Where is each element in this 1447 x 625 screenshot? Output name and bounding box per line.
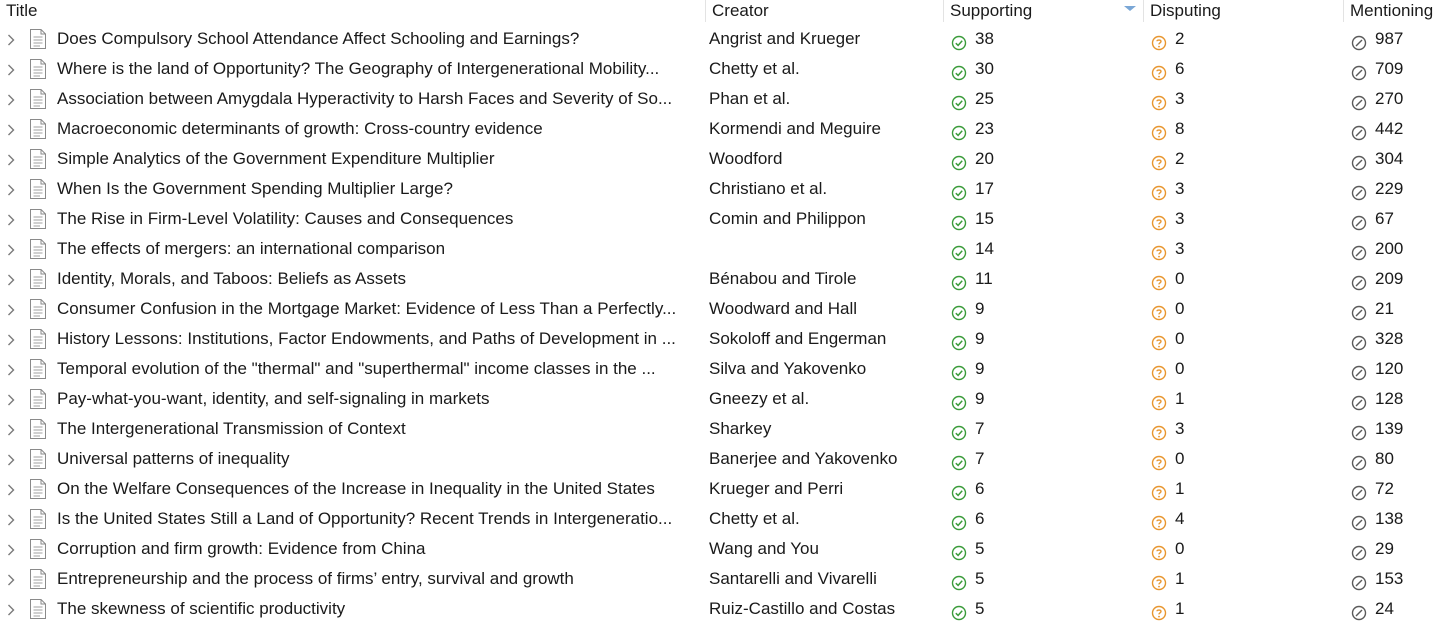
supporting-count: 9 bbox=[975, 329, 985, 348]
disputing-question-icon bbox=[1151, 571, 1167, 587]
supporting-cell bbox=[951, 414, 1141, 444]
supporting-count: 23 bbox=[975, 119, 994, 138]
mentioning-cell bbox=[1351, 384, 1447, 414]
row-creator: Banerjee and Yakovenko bbox=[709, 449, 898, 468]
document-icon bbox=[29, 118, 47, 140]
table-row[interactable] bbox=[0, 174, 1447, 204]
table-row[interactable] bbox=[0, 474, 1447, 504]
disputing-cell bbox=[1151, 54, 1341, 84]
column-header-title[interactable]: Title bbox=[6, 1, 38, 20]
expand-chevron-icon[interactable] bbox=[7, 183, 15, 195]
sort-descending-icon bbox=[1124, 6, 1136, 11]
disputing-question-icon bbox=[1151, 91, 1167, 107]
expand-chevron-icon[interactable] bbox=[7, 453, 15, 465]
disputing-cell bbox=[1151, 24, 1341, 54]
disputing-question-icon bbox=[1151, 31, 1167, 47]
table-row[interactable] bbox=[0, 144, 1447, 174]
supporting-count: 5 bbox=[975, 539, 985, 558]
table-row[interactable] bbox=[0, 504, 1447, 534]
expand-chevron-icon[interactable] bbox=[7, 423, 15, 435]
table-body bbox=[0, 24, 1447, 624]
disputing-cell bbox=[1151, 324, 1341, 354]
disputing-question-icon bbox=[1151, 181, 1167, 197]
supporting-count: 11 bbox=[975, 269, 993, 288]
document-icon bbox=[29, 418, 47, 440]
row-title: Consumer Confusion in the Mortgage Market: Evidence of Less Than a Perfectly... bbox=[57, 299, 677, 318]
mentioning-slash-icon bbox=[1351, 361, 1367, 377]
column-header-mentioning[interactable]: Mentioning bbox=[1350, 1, 1434, 20]
row-title: The effects of mergers: an international comparison bbox=[57, 239, 446, 258]
mentioning-count: 128 bbox=[1375, 389, 1404, 408]
table-row[interactable] bbox=[0, 54, 1447, 84]
supporting-check-icon bbox=[951, 541, 967, 557]
mentioning-count: 709 bbox=[1375, 59, 1404, 78]
supporting-check-icon bbox=[951, 331, 967, 347]
row-title: Simple Analytics of the Government Expenditure Multiplier bbox=[57, 149, 495, 168]
supporting-check-icon bbox=[951, 121, 967, 137]
disputing-cell bbox=[1151, 564, 1341, 594]
disputing-count: 3 bbox=[1175, 209, 1185, 228]
document-icon bbox=[29, 598, 47, 620]
table-row[interactable] bbox=[0, 594, 1447, 624]
expand-chevron-icon[interactable] bbox=[7, 63, 15, 75]
supporting-cell bbox=[951, 324, 1141, 354]
document-icon bbox=[29, 298, 47, 320]
supporting-check-icon bbox=[951, 511, 967, 527]
mentioning-count: 138 bbox=[1375, 509, 1404, 528]
table-row[interactable] bbox=[0, 354, 1447, 384]
expand-chevron-icon[interactable] bbox=[7, 333, 15, 345]
disputing-question-icon bbox=[1151, 601, 1167, 617]
row-title: The skewness of scientific productivity bbox=[57, 599, 346, 618]
mentioning-slash-icon bbox=[1351, 481, 1367, 497]
expand-chevron-icon[interactable] bbox=[7, 603, 15, 615]
row-title: Entrepreneurship and the process of firms’ entry, survival and growth bbox=[57, 569, 574, 588]
row-title: Does Compulsory School Attendance Affect Schooling and Earnings? bbox=[57, 29, 580, 48]
mentioning-slash-icon bbox=[1351, 241, 1367, 257]
supporting-cell bbox=[951, 54, 1141, 84]
supporting-count: 9 bbox=[975, 299, 985, 318]
column-divider[interactable] bbox=[943, 0, 944, 22]
table-row[interactable] bbox=[0, 114, 1447, 144]
row-creator: Santarelli and Vivarelli bbox=[709, 569, 877, 588]
disputing-count: 0 bbox=[1175, 329, 1185, 348]
mentioning-slash-icon bbox=[1351, 181, 1367, 197]
column-header-disputing[interactable]: Disputing bbox=[1150, 1, 1221, 20]
supporting-check-icon bbox=[951, 91, 967, 107]
mentioning-slash-icon bbox=[1351, 421, 1367, 437]
disputing-count: 1 bbox=[1175, 389, 1185, 408]
supporting-check-icon bbox=[951, 61, 967, 77]
mentioning-cell bbox=[1351, 24, 1447, 54]
mentioning-count: 209 bbox=[1375, 269, 1404, 288]
mentioning-slash-icon bbox=[1351, 211, 1367, 227]
disputing-count: 2 bbox=[1175, 29, 1185, 48]
document-icon bbox=[29, 388, 47, 410]
disputing-question-icon bbox=[1151, 361, 1167, 377]
disputing-cell bbox=[1151, 504, 1341, 534]
table-row[interactable] bbox=[0, 534, 1447, 564]
expand-chevron-icon[interactable] bbox=[7, 483, 15, 495]
supporting-count: 20 bbox=[975, 149, 994, 168]
disputing-cell bbox=[1151, 354, 1341, 384]
disputing-question-icon bbox=[1151, 211, 1167, 227]
table-row[interactable] bbox=[0, 444, 1447, 474]
document-icon bbox=[29, 448, 47, 470]
row-creator: Christiano et al. bbox=[709, 179, 828, 198]
mentioning-count: 80 bbox=[1375, 449, 1394, 468]
mentioning-cell bbox=[1351, 294, 1447, 324]
row-creator: Comin and Philippon bbox=[709, 209, 866, 228]
mentioning-slash-icon bbox=[1351, 91, 1367, 107]
row-title: Where is the land of Opportunity? The Geography of Intergenerational Mobility... bbox=[57, 59, 660, 78]
row-title: History Lessons: Institutions, Factor Endowments, and Paths of Development in ... bbox=[57, 329, 676, 348]
disputing-question-icon bbox=[1151, 151, 1167, 167]
column-divider[interactable] bbox=[1343, 0, 1344, 22]
supporting-count: 30 bbox=[975, 59, 994, 78]
disputing-question-icon bbox=[1151, 331, 1167, 347]
disputing-question-icon bbox=[1151, 271, 1167, 287]
disputing-question-icon bbox=[1151, 511, 1167, 527]
disputing-cell bbox=[1151, 204, 1341, 234]
mentioning-slash-icon bbox=[1351, 541, 1367, 557]
mentioning-count: 29 bbox=[1375, 539, 1394, 558]
mentioning-cell bbox=[1351, 204, 1447, 234]
disputing-count: 3 bbox=[1175, 179, 1185, 198]
supporting-count: 25 bbox=[975, 89, 994, 108]
supporting-count: 15 bbox=[975, 209, 994, 228]
mentioning-slash-icon bbox=[1351, 391, 1367, 407]
document-icon bbox=[29, 58, 47, 80]
row-creator: Bénabou and Tirole bbox=[709, 269, 857, 288]
disputing-cell bbox=[1151, 474, 1341, 504]
mentioning-cell bbox=[1351, 54, 1447, 84]
document-icon bbox=[29, 208, 47, 230]
disputing-count: 0 bbox=[1175, 299, 1185, 318]
document-icon bbox=[29, 328, 47, 350]
table-row[interactable] bbox=[0, 84, 1447, 114]
mentioning-count: 328 bbox=[1375, 329, 1404, 348]
supporting-check-icon bbox=[951, 601, 967, 617]
document-icon bbox=[29, 178, 47, 200]
expand-chevron-icon[interactable] bbox=[7, 93, 15, 105]
disputing-count: 2 bbox=[1175, 149, 1185, 168]
mentioning-count: 67 bbox=[1375, 209, 1394, 228]
supporting-cell bbox=[951, 594, 1141, 624]
row-title: Pay-what-you-want, identity, and self-signaling in markets bbox=[57, 389, 490, 408]
row-creator: Gneezy et al. bbox=[709, 389, 810, 408]
supporting-cell bbox=[951, 204, 1141, 234]
mentioning-slash-icon bbox=[1351, 61, 1367, 77]
column-divider[interactable] bbox=[705, 0, 706, 22]
mentioning-cell bbox=[1351, 444, 1447, 474]
mentioning-cell bbox=[1351, 114, 1447, 144]
disputing-count: 3 bbox=[1175, 89, 1185, 108]
mentioning-slash-icon bbox=[1351, 451, 1367, 467]
row-title: Identity, Morals, and Taboos: Beliefs as Assets bbox=[57, 269, 406, 288]
table-header bbox=[0, 0, 1447, 22]
supporting-count: 7 bbox=[975, 419, 985, 438]
row-title: When Is the Government Spending Multiplier Large? bbox=[57, 179, 453, 198]
disputing-cell bbox=[1151, 174, 1341, 204]
disputing-count: 8 bbox=[1175, 119, 1185, 138]
disputing-cell bbox=[1151, 84, 1341, 114]
table-row[interactable] bbox=[0, 204, 1447, 234]
supporting-check-icon bbox=[951, 241, 967, 257]
column-divider[interactable] bbox=[1143, 0, 1144, 22]
row-creator: Silva and Yakovenko bbox=[709, 359, 867, 378]
disputing-question-icon bbox=[1151, 481, 1167, 497]
supporting-count: 9 bbox=[975, 359, 985, 378]
row-creator: Angrist and Krueger bbox=[709, 29, 861, 48]
mentioning-count: 987 bbox=[1375, 29, 1404, 48]
expand-chevron-icon[interactable] bbox=[7, 513, 15, 525]
disputing-count: 1 bbox=[1175, 479, 1185, 498]
row-creator: Kormendi and Meguire bbox=[709, 119, 881, 138]
mentioning-slash-icon bbox=[1351, 571, 1367, 587]
supporting-check-icon bbox=[951, 391, 967, 407]
mentioning-slash-icon bbox=[1351, 31, 1367, 47]
mentioning-count: 200 bbox=[1375, 239, 1404, 258]
disputing-question-icon bbox=[1151, 61, 1167, 77]
supporting-cell bbox=[951, 384, 1141, 414]
row-title: The Rise in Firm-Level Volatility: Causes and Consequences bbox=[57, 209, 514, 228]
mentioning-slash-icon bbox=[1351, 601, 1367, 617]
table-row[interactable] bbox=[0, 234, 1447, 264]
supporting-cell bbox=[951, 444, 1141, 474]
mentioning-count: 442 bbox=[1375, 119, 1404, 138]
table-row[interactable] bbox=[0, 294, 1447, 324]
mentioning-cell bbox=[1351, 594, 1447, 624]
table-row[interactable] bbox=[0, 564, 1447, 594]
disputing-cell bbox=[1151, 414, 1341, 444]
disputing-count: 4 bbox=[1175, 509, 1185, 528]
disputing-question-icon bbox=[1151, 391, 1167, 407]
document-icon bbox=[29, 148, 47, 170]
row-creator: Sharkey bbox=[709, 419, 772, 438]
mentioning-count: 270 bbox=[1375, 89, 1404, 108]
row-creator: Chetty et al. bbox=[709, 509, 800, 528]
row-title: Corruption and firm growth: Evidence from China bbox=[57, 539, 426, 558]
expand-chevron-icon[interactable] bbox=[7, 303, 15, 315]
row-creator: Woodford bbox=[709, 149, 783, 168]
mentioning-count: 153 bbox=[1375, 569, 1404, 588]
row-creator: Woodward and Hall bbox=[709, 299, 858, 318]
supporting-cell bbox=[951, 564, 1141, 594]
disputing-count: 3 bbox=[1175, 419, 1185, 438]
supporting-check-icon bbox=[951, 421, 967, 437]
supporting-check-icon bbox=[951, 151, 967, 167]
mentioning-cell bbox=[1351, 324, 1447, 354]
expand-chevron-icon[interactable] bbox=[7, 153, 15, 165]
disputing-cell bbox=[1151, 144, 1341, 174]
table-row[interactable] bbox=[0, 384, 1447, 414]
supporting-check-icon bbox=[951, 301, 967, 317]
disputing-cell bbox=[1151, 114, 1341, 144]
mentioning-cell bbox=[1351, 534, 1447, 564]
disputing-cell bbox=[1151, 534, 1341, 564]
document-icon bbox=[29, 238, 47, 260]
row-creator bbox=[709, 234, 941, 264]
disputing-question-icon bbox=[1151, 241, 1167, 257]
row-title: Is the United States Still a Land of Opportunity? Recent Trends in Intergeneratio... bbox=[57, 509, 673, 528]
column-header-supporting[interactable]: Supporting bbox=[950, 1, 1033, 20]
mentioning-cell bbox=[1351, 564, 1447, 594]
mentioning-cell bbox=[1351, 474, 1447, 504]
disputing-cell bbox=[1151, 384, 1341, 414]
supporting-cell bbox=[951, 24, 1141, 54]
supporting-count: 6 bbox=[975, 509, 985, 528]
column-header-creator[interactable]: Creator bbox=[712, 1, 769, 20]
row-creator: Chetty et al. bbox=[709, 59, 800, 78]
row-title: Association between Amygdala Hyperactivity to Harsh Faces and Severity of So... bbox=[57, 89, 673, 108]
supporting-check-icon bbox=[951, 211, 967, 227]
row-title: Temporal evolution of the "thermal" and "superthermal" income classes in the ... bbox=[57, 359, 656, 378]
expand-chevron-icon[interactable] bbox=[7, 33, 15, 45]
supporting-check-icon bbox=[951, 571, 967, 587]
disputing-count: 0 bbox=[1175, 359, 1185, 378]
supporting-check-icon bbox=[951, 271, 967, 287]
document-icon bbox=[29, 88, 47, 110]
mentioning-slash-icon bbox=[1351, 331, 1367, 347]
disputing-cell bbox=[1151, 444, 1341, 474]
mentioning-count: 139 bbox=[1375, 419, 1404, 438]
expand-chevron-icon[interactable] bbox=[7, 123, 15, 135]
supporting-count: 7 bbox=[975, 449, 985, 468]
row-title: On the Welfare Consequences of the Increase in Inequality in the United States bbox=[57, 479, 655, 498]
mentioning-slash-icon bbox=[1351, 511, 1367, 527]
supporting-count: 6 bbox=[975, 479, 985, 498]
disputing-question-icon bbox=[1151, 121, 1167, 137]
disputing-question-icon bbox=[1151, 541, 1167, 557]
document-icon bbox=[29, 568, 47, 590]
disputing-cell bbox=[1151, 264, 1341, 294]
table-row[interactable] bbox=[0, 264, 1447, 294]
mentioning-cell bbox=[1351, 264, 1447, 294]
expand-chevron-icon[interactable] bbox=[7, 363, 15, 375]
row-creator: Phan et al. bbox=[709, 89, 791, 108]
disputing-cell bbox=[1151, 594, 1341, 624]
disputing-question-icon bbox=[1151, 301, 1167, 317]
disputing-count: 6 bbox=[1175, 59, 1185, 78]
document-icon bbox=[29, 508, 47, 530]
supporting-count: 14 bbox=[975, 239, 994, 258]
supporting-cell bbox=[951, 144, 1141, 174]
supporting-count: 5 bbox=[975, 569, 985, 588]
expand-chevron-icon[interactable] bbox=[7, 243, 15, 255]
supporting-cell bbox=[951, 264, 1141, 294]
supporting-check-icon bbox=[951, 481, 967, 497]
expand-chevron-icon[interactable] bbox=[7, 543, 15, 555]
document-icon bbox=[29, 268, 47, 290]
mentioning-count: 229 bbox=[1375, 179, 1404, 198]
disputing-cell bbox=[1151, 234, 1341, 264]
table-row[interactable] bbox=[0, 24, 1447, 54]
mentioning-cell bbox=[1351, 84, 1447, 114]
mentioning-cell bbox=[1351, 504, 1447, 534]
supporting-check-icon bbox=[951, 361, 967, 377]
row-creator: Sokoloff and Engerman bbox=[709, 329, 887, 348]
mentioning-cell bbox=[1351, 234, 1447, 264]
expand-chevron-icon[interactable] bbox=[7, 393, 15, 405]
supporting-cell bbox=[951, 84, 1141, 114]
table-row[interactable] bbox=[0, 324, 1447, 354]
disputing-question-icon bbox=[1151, 421, 1167, 437]
row-title: Macroeconomic determinants of growth: Cross-country evidence bbox=[57, 119, 543, 138]
mentioning-count: 304 bbox=[1375, 149, 1404, 168]
mentioning-count: 24 bbox=[1375, 599, 1394, 618]
disputing-count: 1 bbox=[1175, 569, 1185, 588]
supporting-cell bbox=[951, 174, 1141, 204]
supporting-check-icon bbox=[951, 451, 967, 467]
supporting-count: 9 bbox=[975, 389, 985, 408]
expand-chevron-icon[interactable] bbox=[7, 573, 15, 585]
row-creator: Wang and You bbox=[709, 539, 819, 558]
disputing-count: 0 bbox=[1175, 539, 1185, 558]
row-title: Universal patterns of inequality bbox=[57, 449, 290, 468]
supporting-count: 5 bbox=[975, 599, 985, 618]
supporting-check-icon bbox=[951, 31, 967, 47]
disputing-count: 1 bbox=[1175, 599, 1185, 618]
document-icon bbox=[29, 478, 47, 500]
mentioning-slash-icon bbox=[1351, 301, 1367, 317]
disputing-question-icon bbox=[1151, 451, 1167, 467]
mentioning-slash-icon bbox=[1351, 151, 1367, 167]
disputing-count: 0 bbox=[1175, 269, 1185, 288]
expand-chevron-icon[interactable] bbox=[7, 273, 15, 285]
row-creator: Ruiz-Castillo and Costas bbox=[709, 599, 896, 618]
supporting-count: 38 bbox=[975, 29, 994, 48]
disputing-cell bbox=[1151, 294, 1341, 324]
supporting-cell bbox=[951, 534, 1141, 564]
mentioning-count: 120 bbox=[1375, 359, 1404, 378]
expand-chevron-icon[interactable] bbox=[7, 213, 15, 225]
disputing-count: 3 bbox=[1175, 239, 1185, 258]
mentioning-count: 72 bbox=[1375, 479, 1394, 498]
table-row[interactable] bbox=[0, 414, 1447, 444]
supporting-cell bbox=[951, 114, 1141, 144]
supporting-cell bbox=[951, 234, 1141, 264]
disputing-count: 0 bbox=[1175, 449, 1185, 468]
document-icon bbox=[29, 358, 47, 380]
mentioning-cell bbox=[1351, 414, 1447, 444]
mentioning-cell bbox=[1351, 174, 1447, 204]
supporting-check-icon bbox=[951, 181, 967, 197]
mentioning-slash-icon bbox=[1351, 271, 1367, 287]
row-title: The Intergenerational Transmission of Context bbox=[57, 419, 406, 438]
supporting-cell bbox=[951, 354, 1141, 384]
supporting-cell bbox=[951, 504, 1141, 534]
mentioning-slash-icon bbox=[1351, 121, 1367, 137]
supporting-cell bbox=[951, 474, 1141, 504]
document-icon bbox=[29, 538, 47, 560]
mentioning-count: 21 bbox=[1375, 299, 1394, 318]
mentioning-cell bbox=[1351, 354, 1447, 384]
row-creator: Krueger and Perri bbox=[709, 479, 844, 498]
supporting-count: 17 bbox=[975, 179, 994, 198]
document-icon bbox=[29, 28, 47, 50]
mentioning-cell bbox=[1351, 144, 1447, 174]
supporting-cell bbox=[951, 294, 1141, 324]
